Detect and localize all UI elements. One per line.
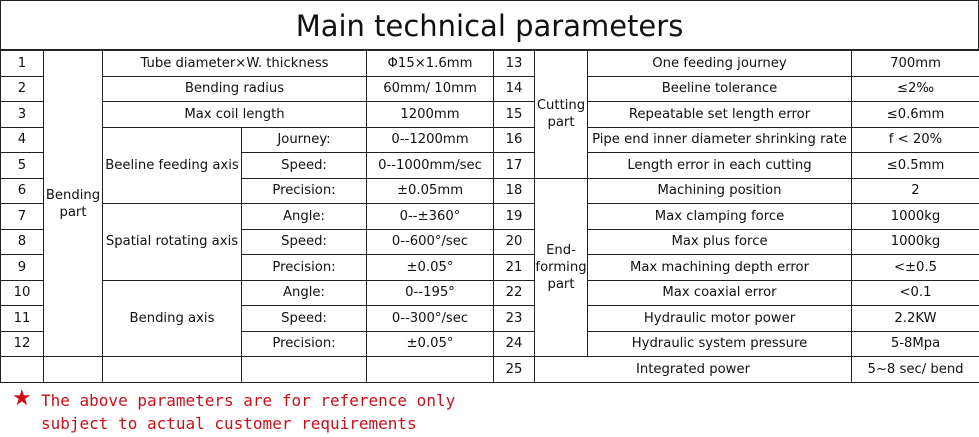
row-number: 20 <box>494 229 535 255</box>
param-label: Max machining depth error <box>588 255 852 281</box>
param-label: Machining position <box>588 178 852 204</box>
row-number: 15 <box>494 102 535 128</box>
page-title: Main technical parameters <box>0 0 979 50</box>
param-value: 0--600°/sec <box>367 229 494 255</box>
param-label: Repeatable set length error <box>588 102 852 128</box>
row-number: 9 <box>1 255 44 281</box>
row-number: 21 <box>494 255 535 281</box>
parameters-table <box>0 50 979 383</box>
row-number: 22 <box>494 280 535 306</box>
row-number: 6 <box>1 178 44 204</box>
row-number: 17 <box>494 153 535 179</box>
param-label: Max coaxial error <box>588 280 852 306</box>
row-number: 3 <box>1 102 44 128</box>
param-label: Precision: <box>242 255 367 281</box>
table-row <box>1 280 979 306</box>
table-row <box>1 127 979 153</box>
param-label: Journey: <box>242 127 367 153</box>
row-number: 7 <box>1 204 44 230</box>
param-label: Length error in each cutting <box>588 153 852 179</box>
row-number: 23 <box>494 306 535 332</box>
table-row <box>1 76 979 102</box>
table-row <box>1 102 979 128</box>
param-value: 2 <box>852 178 979 204</box>
param-value: 5~8 sec/ bend <box>852 357 979 383</box>
empty-cell <box>367 357 494 383</box>
row-number: 16 <box>494 127 535 153</box>
param-label: Speed: <box>242 306 367 332</box>
end-forming-part-group: End-forming part <box>535 178 588 357</box>
row-number: 24 <box>494 331 535 357</box>
param-label: Angle: <box>242 204 367 230</box>
row-number: 11 <box>1 306 44 332</box>
empty-cell <box>44 357 103 383</box>
param-value: f < 20% <box>852 127 979 153</box>
param-label: Speed: <box>242 153 367 179</box>
param-label: Precision: <box>242 331 367 357</box>
table-row <box>1 357 979 383</box>
row-number: 13 <box>494 51 535 77</box>
param-value: 5-8Mpa <box>852 331 979 357</box>
note-line-1: The above parameters are for reference only <box>41 391 456 410</box>
param-value: 0--195° <box>367 280 494 306</box>
bending-axis: Bending axis <box>103 280 242 357</box>
param-value: ±0.05° <box>367 255 494 281</box>
row-number: 19 <box>494 204 535 230</box>
row-number: 8 <box>1 229 44 255</box>
param-value: 60mm/ 10mm <box>367 76 494 102</box>
param-value: 0--1000mm/sec <box>367 153 494 179</box>
row-number: 1 <box>1 51 44 77</box>
param-value: 0--1200mm <box>367 127 494 153</box>
param-value: 0--±360° <box>367 204 494 230</box>
param-value: Φ15×1.6mm <box>367 51 494 77</box>
param-value: 2.2KW <box>852 306 979 332</box>
param-value: 700mm <box>852 51 979 77</box>
row-number: 18 <box>494 178 535 204</box>
param-label: Max clamping force <box>588 204 852 230</box>
param-value: ±0.05mm <box>367 178 494 204</box>
table-row <box>1 51 979 77</box>
row-number: 2 <box>1 76 44 102</box>
param-value: <±0.5 <box>852 255 979 281</box>
param-label: Max plus force <box>588 229 852 255</box>
param-value: ±0.05° <box>367 331 494 357</box>
param-label: Pipe end inner diameter shrinking rate <box>588 127 852 153</box>
param-label: Speed: <box>242 229 367 255</box>
param-label: Hydraulic motor power <box>588 306 852 332</box>
table-row <box>1 204 979 230</box>
param-label: Precision: <box>242 178 367 204</box>
beeline-feeding-axis: Beeline feeding axis <box>103 127 242 204</box>
bending-part-group: Bending part <box>44 51 103 357</box>
empty-cell <box>103 357 242 383</box>
star-icon: ★ <box>12 386 32 411</box>
param-value: ≤2‰ <box>852 76 979 102</box>
row-number: 12 <box>1 331 44 357</box>
param-label: Tube diameter×W. thickness <box>103 51 367 77</box>
param-value: ≤0.5mm <box>852 153 979 179</box>
spatial-rotating-axis: Spatial rotating axis <box>103 204 242 281</box>
param-label: Max coil length <box>103 102 367 128</box>
param-label: Integrated power <box>535 357 852 383</box>
note-line-2: subject to actual customer requirements <box>41 414 417 433</box>
param-value: <0.1 <box>852 280 979 306</box>
param-value: 1200mm <box>367 102 494 128</box>
row-number: 25 <box>494 357 535 383</box>
param-label: Angle: <box>242 280 367 306</box>
row-number: 4 <box>1 127 44 153</box>
note-text <box>41 389 455 435</box>
row-number: 5 <box>1 153 44 179</box>
param-value: ≤0.6mm <box>852 102 979 128</box>
reference-note <box>12 386 612 435</box>
row-number: 14 <box>494 76 535 102</box>
empty-cell <box>242 357 367 383</box>
param-value: 1000kg <box>852 229 979 255</box>
param-value: 1000kg <box>852 204 979 230</box>
row-number: 10 <box>1 280 44 306</box>
param-label: One feeding journey <box>588 51 852 77</box>
param-label: Beeline tolerance <box>588 76 852 102</box>
cutting-part-group: Cutting part <box>535 51 588 179</box>
param-label: Hydraulic system pressure <box>588 331 852 357</box>
param-value: 0--300°/sec <box>367 306 494 332</box>
empty-cell <box>1 357 44 383</box>
param-label: Bending radius <box>103 76 367 102</box>
